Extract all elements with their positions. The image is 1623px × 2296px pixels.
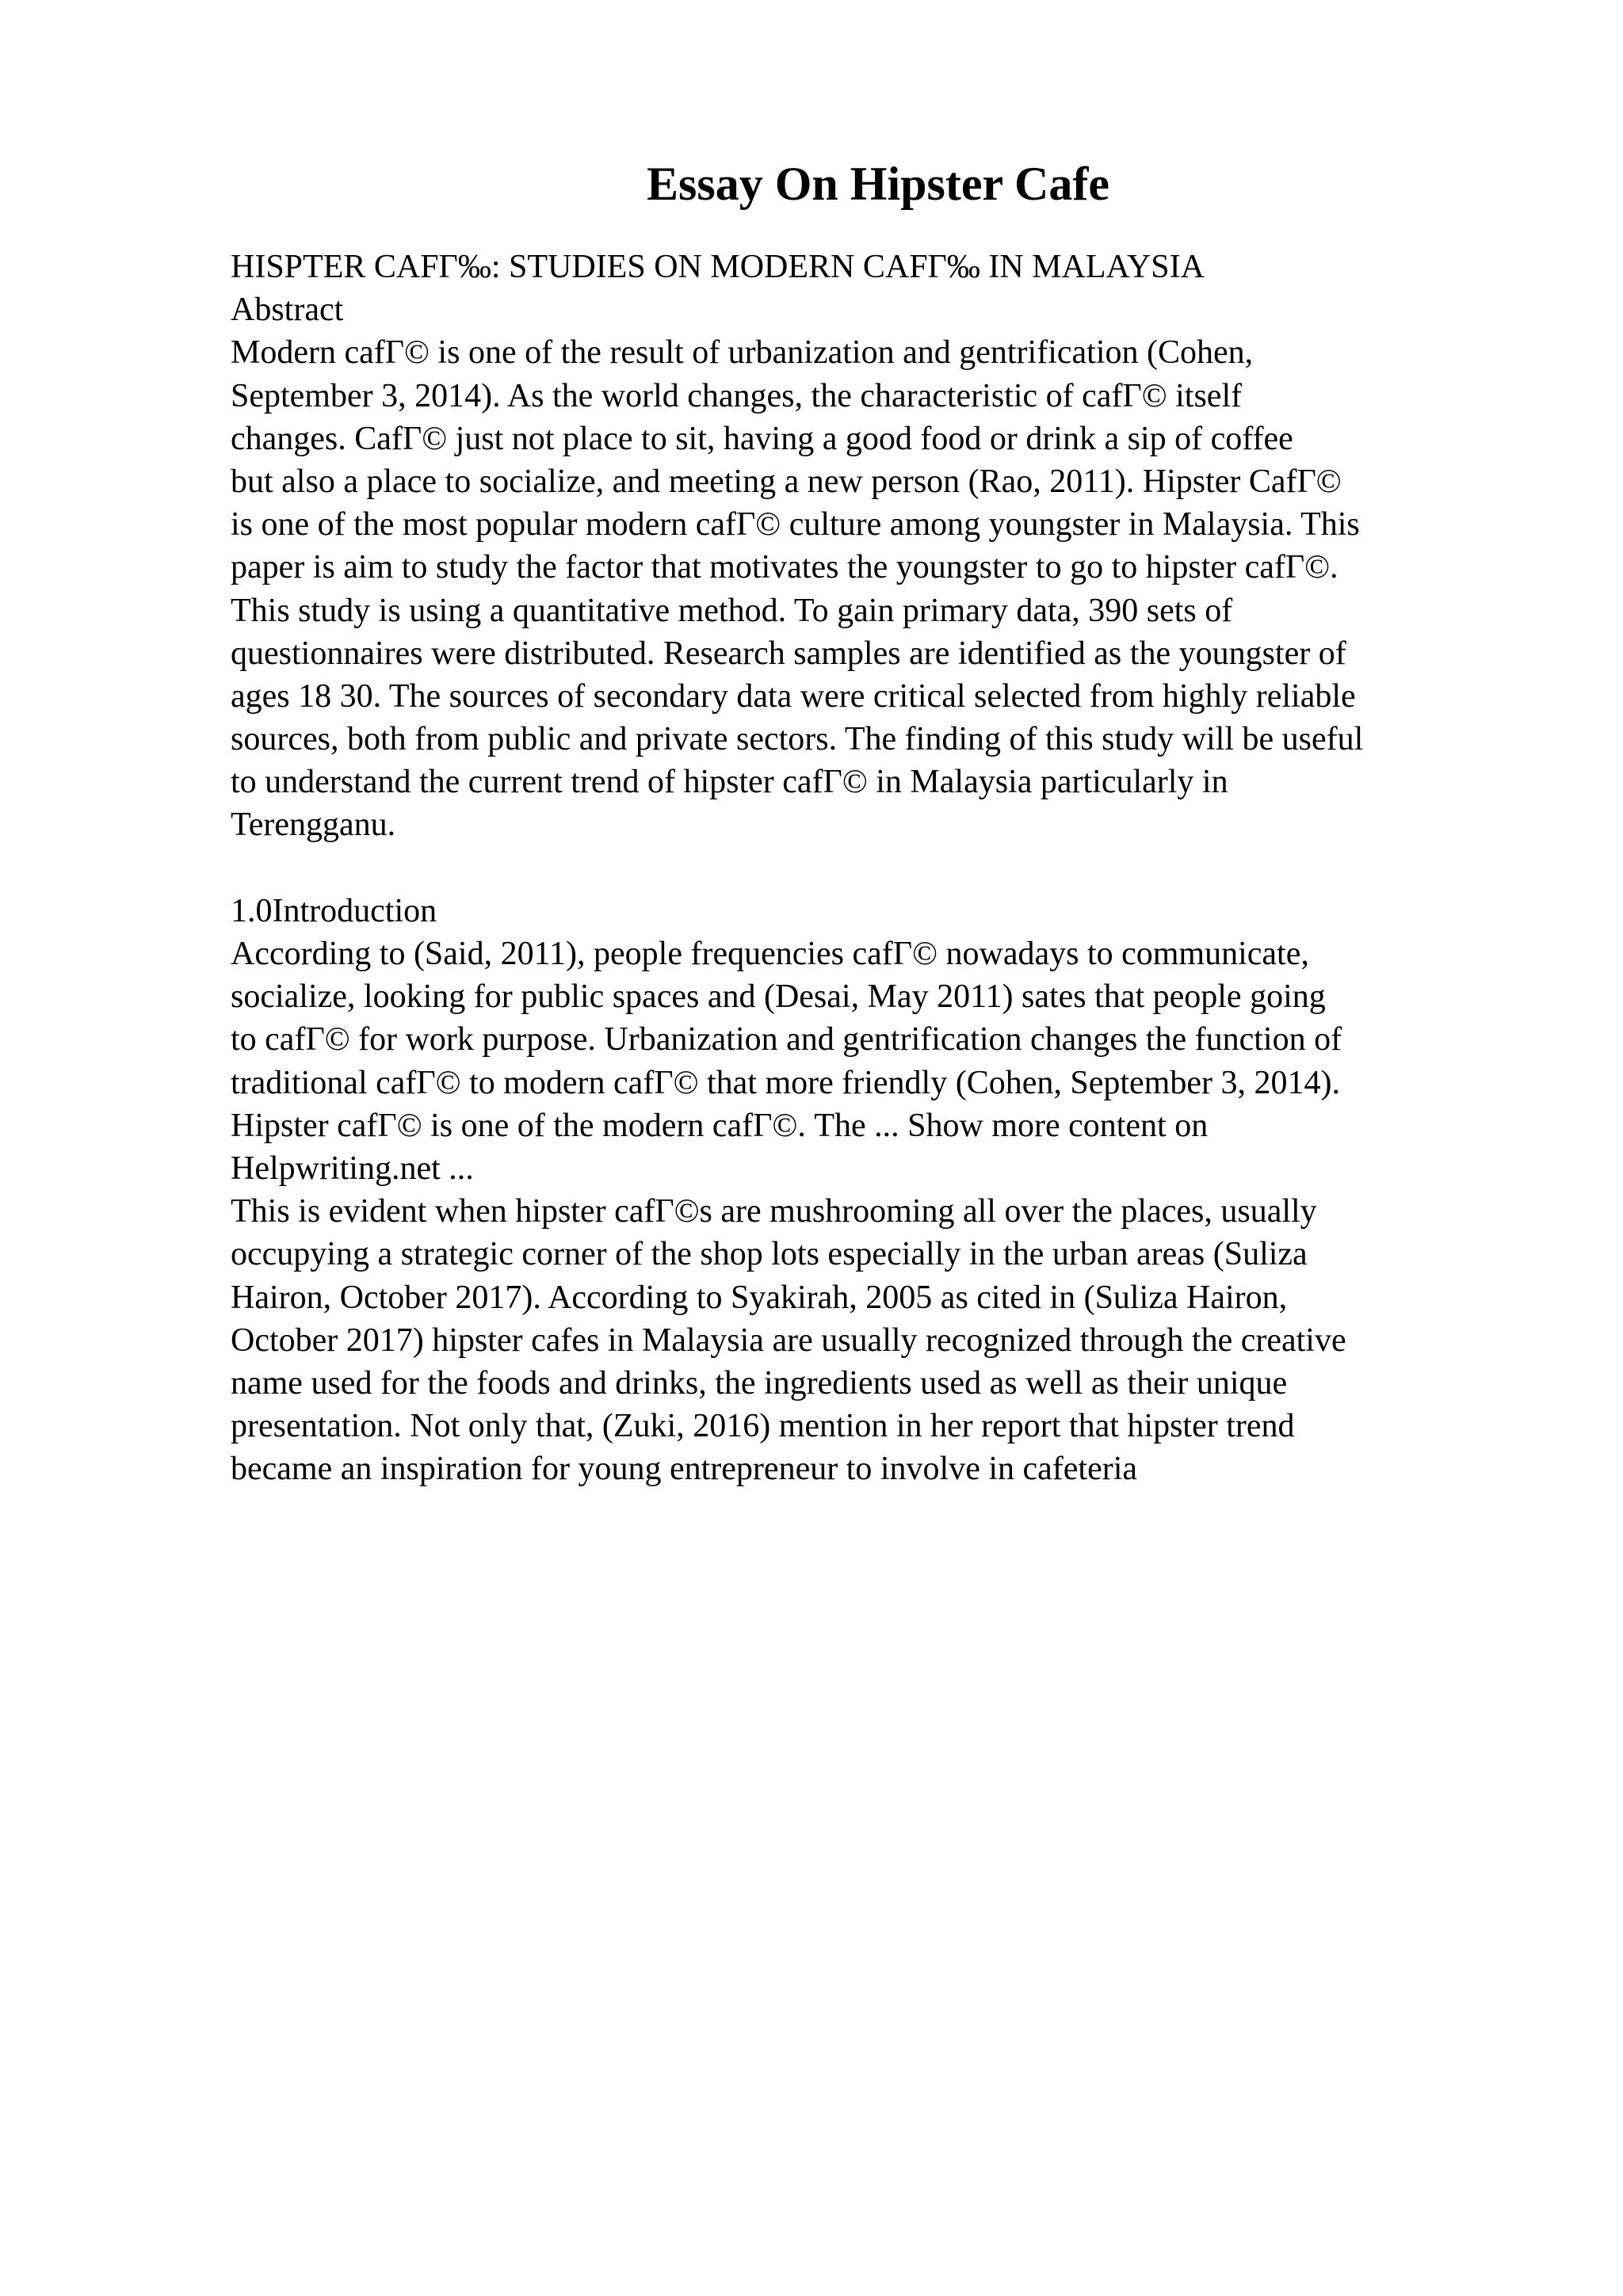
text-line: presentation. Not only that, (Zuki, 2016) mention in her report that hipster trend xyxy=(231,1408,1295,1445)
document-title: Essay On Hipster Cafe xyxy=(647,158,1109,210)
text-line: September 3, 2014). As the world changes, the characteristic of cafΓ© itself xyxy=(231,377,1243,414)
text-line: to cafΓ© for work purpose. Urbanization and gentrification changes the function of xyxy=(231,1021,1342,1058)
text-line: socialize, looking for public spaces and (Desai, May 2011) sates that people going xyxy=(231,978,1326,1016)
text-line: According to (Said, 2011), people frequencies cafΓ© nowadays to communicate, xyxy=(231,936,1309,972)
text-line: sources, both from public and private sectors. The finding of this study will be useful xyxy=(231,721,1364,758)
text-line: paper is aim to study the factor that motivates the youngster to go to hipster cafΓ©. xyxy=(231,549,1338,586)
text-line: is one of the most popular modern cafΓ© culture among youngster in Malaysia. This xyxy=(231,506,1360,543)
text-line: Hairon, October 2017). According to Syakirah, 2005 as cited in (Suliza Hairon, xyxy=(231,1279,1288,1316)
text-line: Modern cafΓ© is one of the result of urbanization and gentrification (Cohen, xyxy=(231,334,1254,372)
text-line: to understand the current trend of hipster cafΓ© in Malaysia particularly in xyxy=(231,764,1228,801)
section-label-abstract: Abstract xyxy=(231,292,344,329)
text-line: ages 18 30. The sources of secondary data were critical selected from highly reliable xyxy=(231,677,1356,715)
text-line: but also a place to socialize, and meeting a new person (Rao, 2011). Hipster CafΓ© xyxy=(231,463,1342,500)
text-line: Terengganu. xyxy=(231,807,396,844)
text-line: became an inspiration for young entrepreneur to involve in cafeteria xyxy=(231,1451,1138,1488)
heading-line: HISPTER CAFΓ‰: STUDIES ON MODERN CAFΓ‰ IN MALAYSIA xyxy=(231,249,1205,285)
text-line: This is evident when hipster cafΓ©s are mushrooming all over the places, usually xyxy=(231,1193,1317,1230)
text-line: changes. CafΓ© just not place to sit, having a good food or drink a sip of coffee xyxy=(231,420,1293,457)
text-line: questionnaires were distributed. Research samples are identified as the youngster of xyxy=(231,635,1346,672)
text-line: Helpwriting.net ... xyxy=(231,1150,474,1187)
section-label-introduction: 1.0Introduction xyxy=(231,892,437,929)
paragraph-gap xyxy=(231,847,1514,890)
text-line: This study is using a quantitative method. To gain primary data, 390 sets of xyxy=(231,592,1233,629)
text-line: Hipster cafΓ© is one of the modern cafΓ©. The ... Show more content on xyxy=(231,1107,1209,1144)
text-line: traditional cafΓ© to modern cafΓ© that more friendly (Cohen, September 3, 2014). xyxy=(231,1064,1340,1101)
text-line: October 2017) hipster cafes in Malaysia are usually recognized through the creative xyxy=(231,1322,1346,1359)
text-line: name used for the foods and drinks, the ingredients used as well as their unique xyxy=(231,1364,1288,1402)
text-line: occupying a strategic corner of the shop lots especially in the urban areas (Suliza xyxy=(231,1236,1308,1273)
document-body xyxy=(231,246,1514,1490)
